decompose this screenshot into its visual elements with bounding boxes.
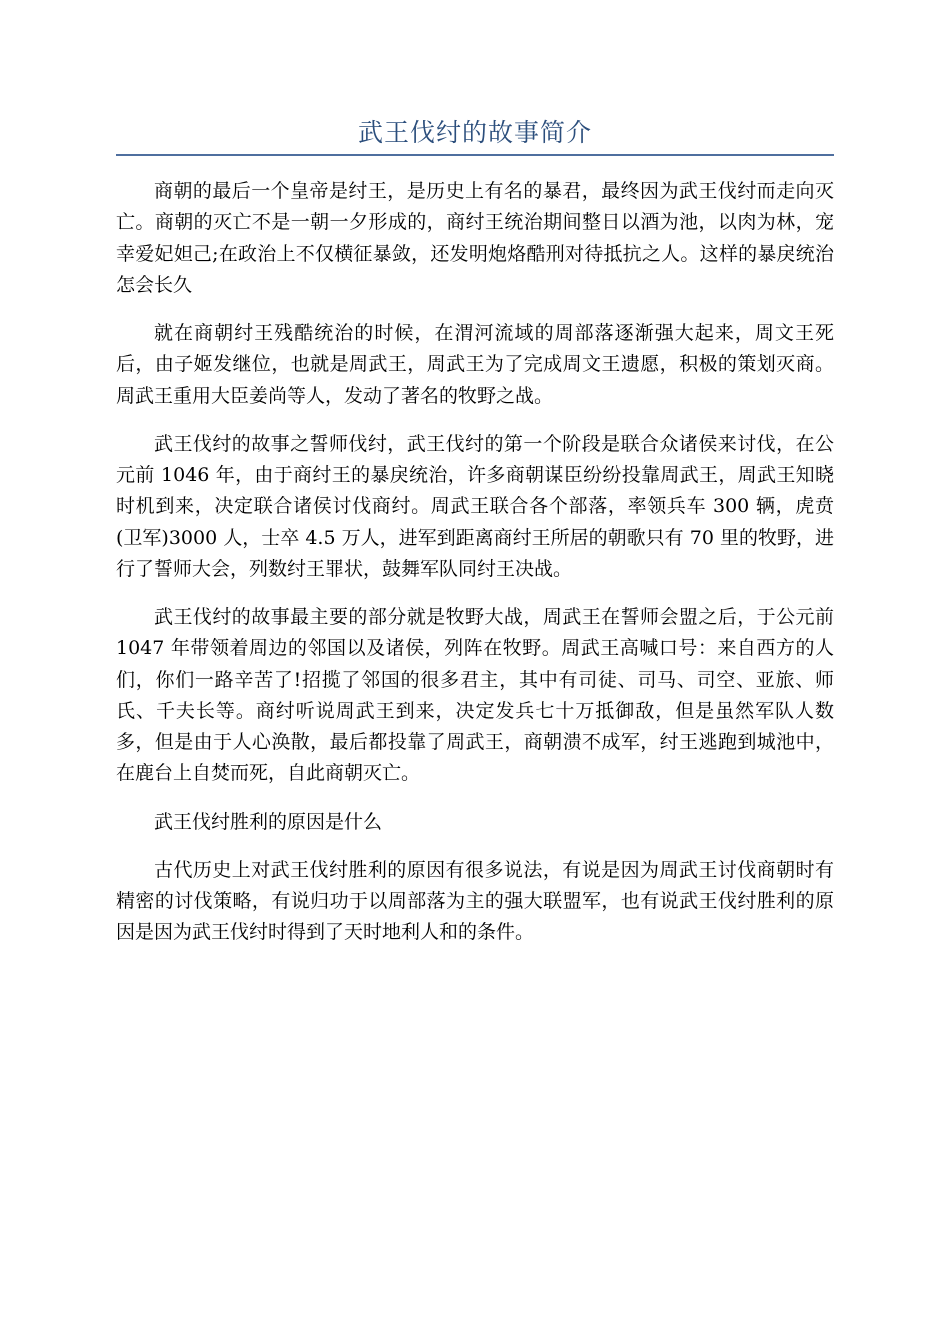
body-paragraph-3: 武王伐纣的故事之誓师伐纣，武王伐纣的第一个阶段是联合众诸侯来讨伐，在公元前 1046 年，由于商纣王的暴戾统治，许多商朝谋臣纷纷投靠周武王，周武王知晓时机到来，决定联合诸侯讨伐商纣。周武王联合各个部落，率领兵车 300 辆，虎贲(卫军)3000 人，士卒 4.5 万人，进军到距离商纣王所居的朝歌只有 70 里的牧野，进行了誓师大会，列数纣王罪状，鼓舞军队同纣王决战。 [116,432,834,580]
document-title: 武王伐纣的故事简介 [116,112,834,156]
body-paragraph-5: 古代历史上对武王伐纣胜利的原因有很多说法，有说是因为周武王讨伐商朝时有精密的讨伐策略，有说归功于以周部落为主的强大联盟军，也有说武王伐纣胜利的原因是因为武王伐纣时得到了天时地利人和的条件。 [116,858,834,944]
body-paragraph-4: 武王伐纣的故事最主要的部分就是牧野大战，周武王在誓师会盟之后，于公元前 1047 年带领着周边的邻国以及诸侯，列阵在牧野。周武王高喊口号：来自西方的人们，你们一路辛苦了!招揽了邻国的很多君主，其中有司徒、司马、司空、亚旅、师氏、千夫长等。商纣听说周武王到来，决定发兵七十万抵御敌，但是虽然军队人数多，但是由于人心涣散，最后都投靠了周武王，商朝溃不成军，纣王逃跑到城池中，在鹿台上自焚而死，自此商朝灭亡。 [116,606,834,785]
document-body [116,176,834,966]
body-paragraph-1: 商朝的最后一个皇帝是纣王，是历史上有名的暴君，最终因为武王伐纣而走向灭亡。商朝的灭亡不是一朝一夕形成的，商纣王统治期间整日以酒为池，以肉为林，宠幸爱妃妲己;在政治上不仅横征暴敛，还发明炮烙酷刑对待抵抗之人。这样的暴戾统治怎会长久 [116,180,834,296]
body-paragraph-2: 就在商朝纣王残酷统治的时候，在渭河流域的周部落逐渐强大起来，周文王死后，由子姬发继位，也就是周武王，周武王为了完成周文王遗愿，积极的策划灭商。周武王重用大臣姜尚等人，发动了著名的牧野之战。 [116,322,834,407]
section-heading: 武王伐纣胜利的原因是什么 [154,810,383,833]
